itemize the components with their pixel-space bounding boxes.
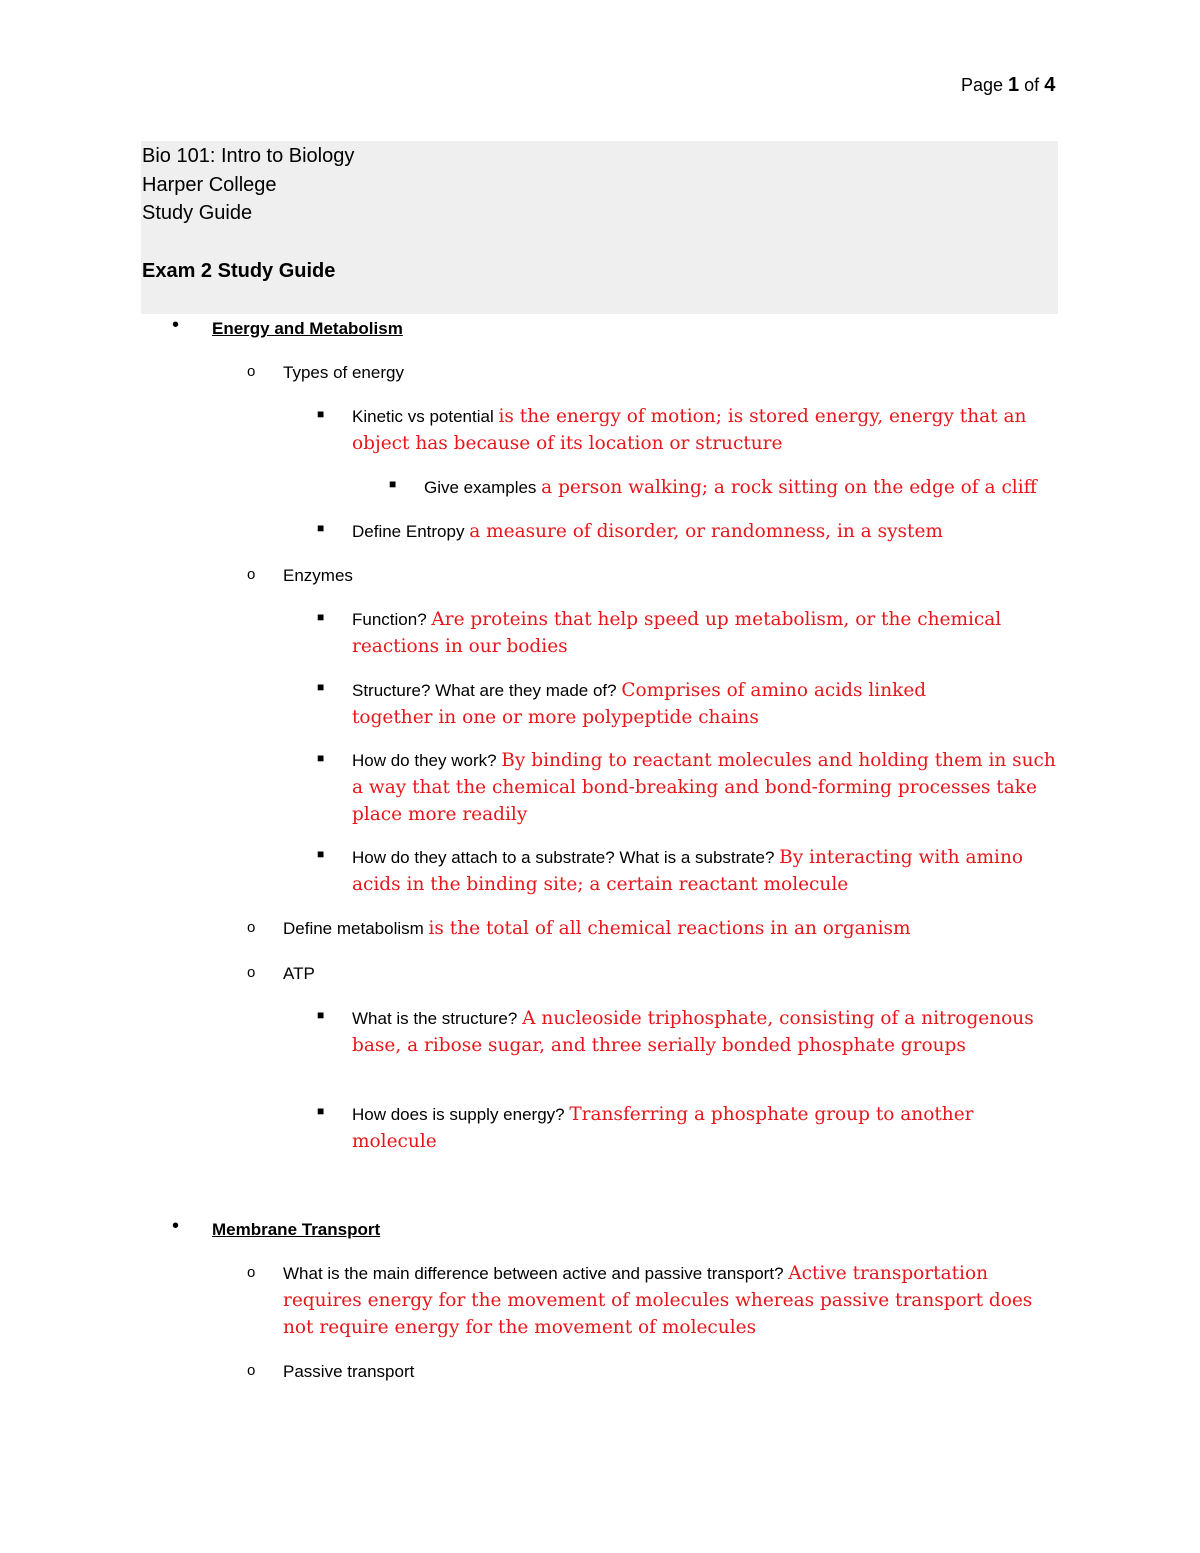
list-item-substrate: How do they attach to a substrate? What is a substrate? By interacting with amino acids in the binding site; a certain reactant molecule [352, 847, 1024, 895]
page-number-mid: of [1019, 75, 1045, 95]
answer-text: Are proteins that help speed up metabolism, or the chemical reactions in our bodies [352, 609, 1002, 657]
square-bullet-icon: ■ [317, 1008, 325, 1022]
section-heading-energy [212, 315, 403, 342]
document-type: Study Guide [142, 202, 253, 224]
section-heading-membrane [212, 1216, 380, 1243]
list-item-define-metabolism: Define metabolism is the total of all chemical reactions in an organism [283, 918, 911, 939]
bullet-icon: • [172, 314, 180, 336]
square-bullet-icon: ■ [317, 521, 325, 535]
guide-title: Exam 2 Study Guide [142, 260, 336, 282]
college-name: Harper College [142, 174, 277, 196]
page-number-current: 1 [1008, 74, 1020, 96]
answer-text: a measure of disorder, or randomness, in a system [469, 521, 943, 542]
list-item-atp-structure: What is the structure? A nucleoside triphosphate, consisting of a nitrogenous base, a ribose sugar, and three serially bonded phosphate groups [352, 1008, 1034, 1056]
list-item-how-enzymes-work: How do they work? By binding to reactant molecules and holding them in such a way that the chemical bond-breaking and bond-forming processes take place more readily [352, 750, 1056, 825]
square-bullet-icon: ■ [389, 477, 397, 491]
answer-text: Transferring a phosphate group to another molecule [352, 1104, 974, 1152]
list-item-give-examples: Give examples a person walking; a rock sitting on the edge of a cliff [424, 477, 1037, 498]
square-bullet-icon: ■ [317, 407, 325, 421]
circle-bullet-icon: o [247, 363, 256, 380]
list-item-atp-supply-energy: How does is supply energy? Transferring a phosphate group to another molecule [352, 1104, 974, 1152]
circle-bullet-icon: o [247, 566, 256, 583]
list-item-active-vs-passive: What is the main difference between active and passive transport? Active transportation requires energy for the movement of molecules whereas passive transport does not require energy for the movement of molecules [283, 1263, 1033, 1338]
bullet-icon: • [172, 1215, 180, 1237]
list-item-enzymes: Enzymes [283, 566, 353, 585]
answer-text: By binding to reactant molecules and holding them in such a way that the chemical bond-breaking and bond-forming processes take place more readily [352, 750, 1056, 825]
circle-bullet-icon: o [247, 1264, 256, 1281]
course-title: Bio 101: Intro to Biology [142, 145, 355, 167]
list-item-passive-transport: Passive transport [283, 1362, 415, 1381]
list-item-enzyme-structure: Structure? What are they made of? Comprises of amino acids linked together in one or more polypeptide chains [352, 680, 927, 728]
page-number-prefix: Page [961, 75, 1009, 95]
square-bullet-icon: ■ [317, 751, 325, 765]
answer-text: Comprises of amino acids linked together in one or more polypeptide chains [352, 680, 927, 728]
section-title: Membrane Transport [212, 1220, 381, 1239]
answer-text: A nucleoside triphosphate, consisting of a nitrogenous base, a ribose sugar, and three serially bonded phosphate groups [352, 1008, 1034, 1056]
list-item-atp: ATP [283, 964, 315, 983]
answer-text: is the energy of motion; is stored energy, energy that an object has because of its location or structure [352, 406, 1027, 454]
page-number [961, 74, 1055, 97]
answer-text: Active transportation requires energy for the movement of molecules whereas passive transport does not require energy for the movement of molecules [283, 1263, 1033, 1338]
section-title: Energy and Metabolism [212, 319, 403, 338]
square-bullet-icon: ■ [317, 610, 325, 624]
list-item-enzyme-function: Function? Are proteins that help speed up metabolism, or the chemical reactions in our bodies [352, 609, 1002, 657]
circle-bullet-icon: o [247, 964, 256, 981]
circle-bullet-icon: o [247, 919, 256, 936]
list-item-define-entropy: Define Entropy a measure of disorder, or randomness, in a system [352, 521, 943, 542]
circle-bullet-icon: o [247, 1362, 256, 1379]
answer-text: a person walking; a rock sitting on the edge of a cliff [541, 477, 1037, 498]
answer-text: is the total of all chemical reactions in an organism [428, 918, 911, 939]
answer-text: By interacting with amino acids in the binding site; a certain reactant molecule [352, 847, 1024, 895]
page-number-total: 4 [1044, 74, 1056, 96]
list-item-types-of-energy: Types of energy [283, 363, 404, 382]
list-item-kinetic-vs-potential: Kinetic vs potential is the energy of motion; is stored energy, energy that an object has because of its location or structure [352, 406, 1027, 454]
square-bullet-icon: ■ [317, 847, 325, 861]
square-bullet-icon: ■ [317, 1104, 325, 1118]
square-bullet-icon: ■ [317, 680, 325, 694]
